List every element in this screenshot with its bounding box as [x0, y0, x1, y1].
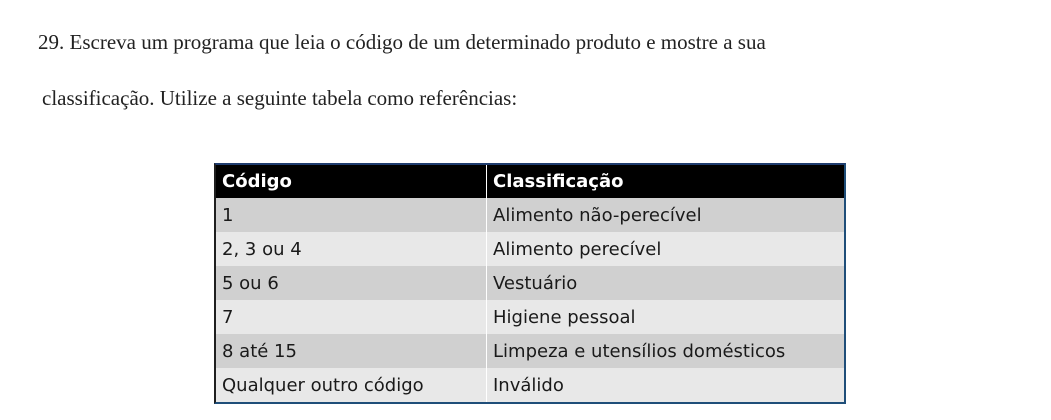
cell-codigo: 5 ou 6: [216, 266, 487, 300]
table-row: [216, 300, 844, 334]
header-codigo: Código: [216, 165, 487, 198]
cell-classificacao: Alimento perecível: [487, 232, 845, 266]
table-header-row: [216, 165, 844, 198]
table-row: [216, 334, 844, 368]
cell-classificacao: Higiene pessoal: [487, 300, 845, 334]
table-row: [216, 198, 844, 232]
cell-classificacao: Limpeza e utensílios domésticos: [487, 334, 845, 368]
cell-codigo: 1: [216, 198, 487, 232]
table-row: [216, 232, 844, 266]
header-classificacao: Classificação: [487, 165, 845, 198]
cell-codigo: 7: [216, 300, 487, 334]
cell-classificacao: Inválido: [487, 368, 845, 402]
table-row: [216, 368, 844, 402]
classification-table: [214, 163, 846, 404]
question-text: [38, 14, 1028, 126]
cell-codigo: 8 até 15: [216, 334, 487, 368]
table-row: [216, 266, 844, 300]
cell-codigo: Qualquer outro código: [216, 368, 487, 402]
question-line-2: classificação. Utilize a seguinte tabela como referências:: [42, 86, 518, 110]
question-line-1: 29. Escreva um programa que leia o código de um determinado produto e mostre a sua: [38, 30, 766, 54]
cell-classificacao: Alimento não-perecível: [487, 198, 845, 232]
cell-codigo: 2, 3 ou 4: [216, 232, 487, 266]
cell-classificacao: Vestuário: [487, 266, 845, 300]
